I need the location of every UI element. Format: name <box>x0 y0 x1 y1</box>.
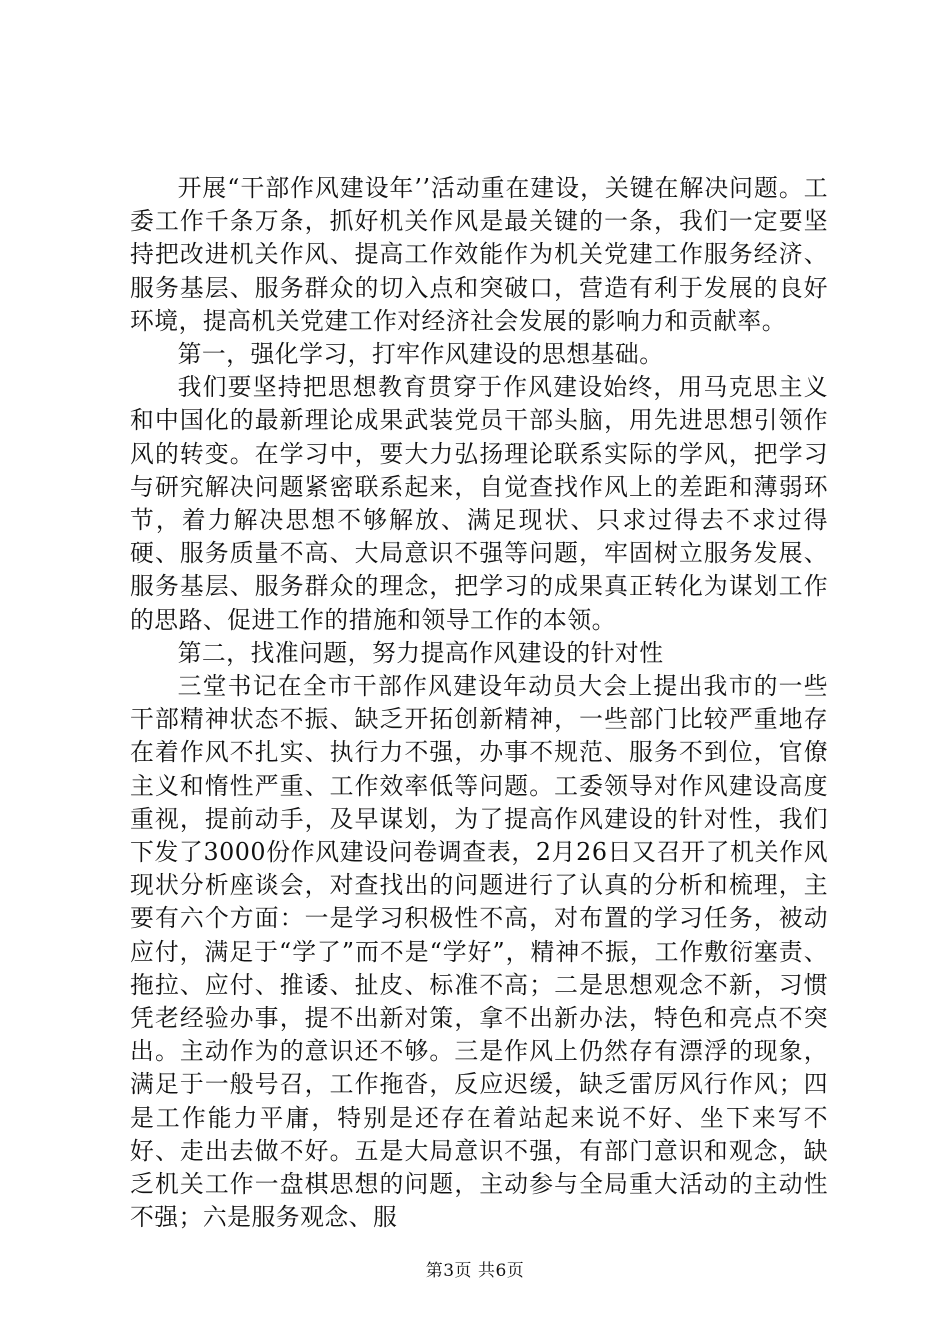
document-body <box>130 172 828 1235</box>
paragraph-study: 我们要坚持把思想教育贯穿于作风建设始终，用马克思主义和中国化的最新理论成果武装党员干部头脑，用先进思想引领作风的转变。在学习中，要大力弘扬理论联系实际的学风，把学习与研究解决问题紧密联系起来，自觉查找作风上的差距和薄弱环节，着力解决思想不够解放、满足现状、只求过得去不求过得硬、服务质量不高、大局意识不强等问题，牢固树立服务发展、服务基层、服务群众的理念，把学习的成果真正转化为谋划工作的思路、促进工作的措施和领导工作的本领。 <box>130 373 828 634</box>
page-footer <box>0 1260 950 1282</box>
page-number: 第3页 共6页 <box>425 1261 525 1281</box>
section-heading-first: 第一，强化学习，打牢作风建设的思想基础。 <box>177 340 664 369</box>
paragraph-problems: 三堂书记在全市干部作风建设年动员大会上提出我市的一些干部精神状态不振、缺乏开拓创新精神，一些部门比较严重地存在着作风不扎实、执行力不强，办事不规范、服务不到位，官僚主义和惰性严重、工作效率低等问题。工委领导对作风建设高度重视，提前动手，及早谋划，为了提高作风建设的针对性，我们下发了3000份作风建设问卷调查表，2月26日又召开了机关作风现状分析座谈会，对查找出的问题进行了认真的分析和梳理，主要有六个方面：一是学习积极性不高，对布置的学习任务，被动应付，满足于“学了”而不是“学好”，精神不振，工作敷衍塞责、拖拉、应付、推诿、扯皮、标准不高；二是思想观念不新，习惯凭老经验办事，提不出新对策，拿不出新办法，特色和亮点不突出。主动作为的意识还不够。三是作风上仍然存有漂浮的现象，满足于一般号召，工作拖沓，反应迟缓，缺乏雷厉风行作风；四是工作能力平庸，特别是还存在着站起来说不好、坐下来写不好、走出去做不好。五是大局意识不强，有部门意识和观念，缺乏机关工作一盘棋思想的问题，主动参与全局重大活动的主动性不强；六是服务观念、服 <box>130 672 828 1232</box>
paragraph-intro: 开展“干部作风建设年’’活动重在建设，关键在解决问题。工委工作千条万条，抓好机关作风是最关键的一条，我们一定要坚持把改进机关作风、提高工作效能作为机关党建工作服务经济、服务基层、服务群众的切入点和突破口，营造有利于发展的良好环境，提高机关党建工作对经济社会发展的影响力和贡献率。 <box>130 174 828 335</box>
section-heading-second: 第二，找准问题，努力提高作风建设的针对性 <box>177 638 664 667</box>
